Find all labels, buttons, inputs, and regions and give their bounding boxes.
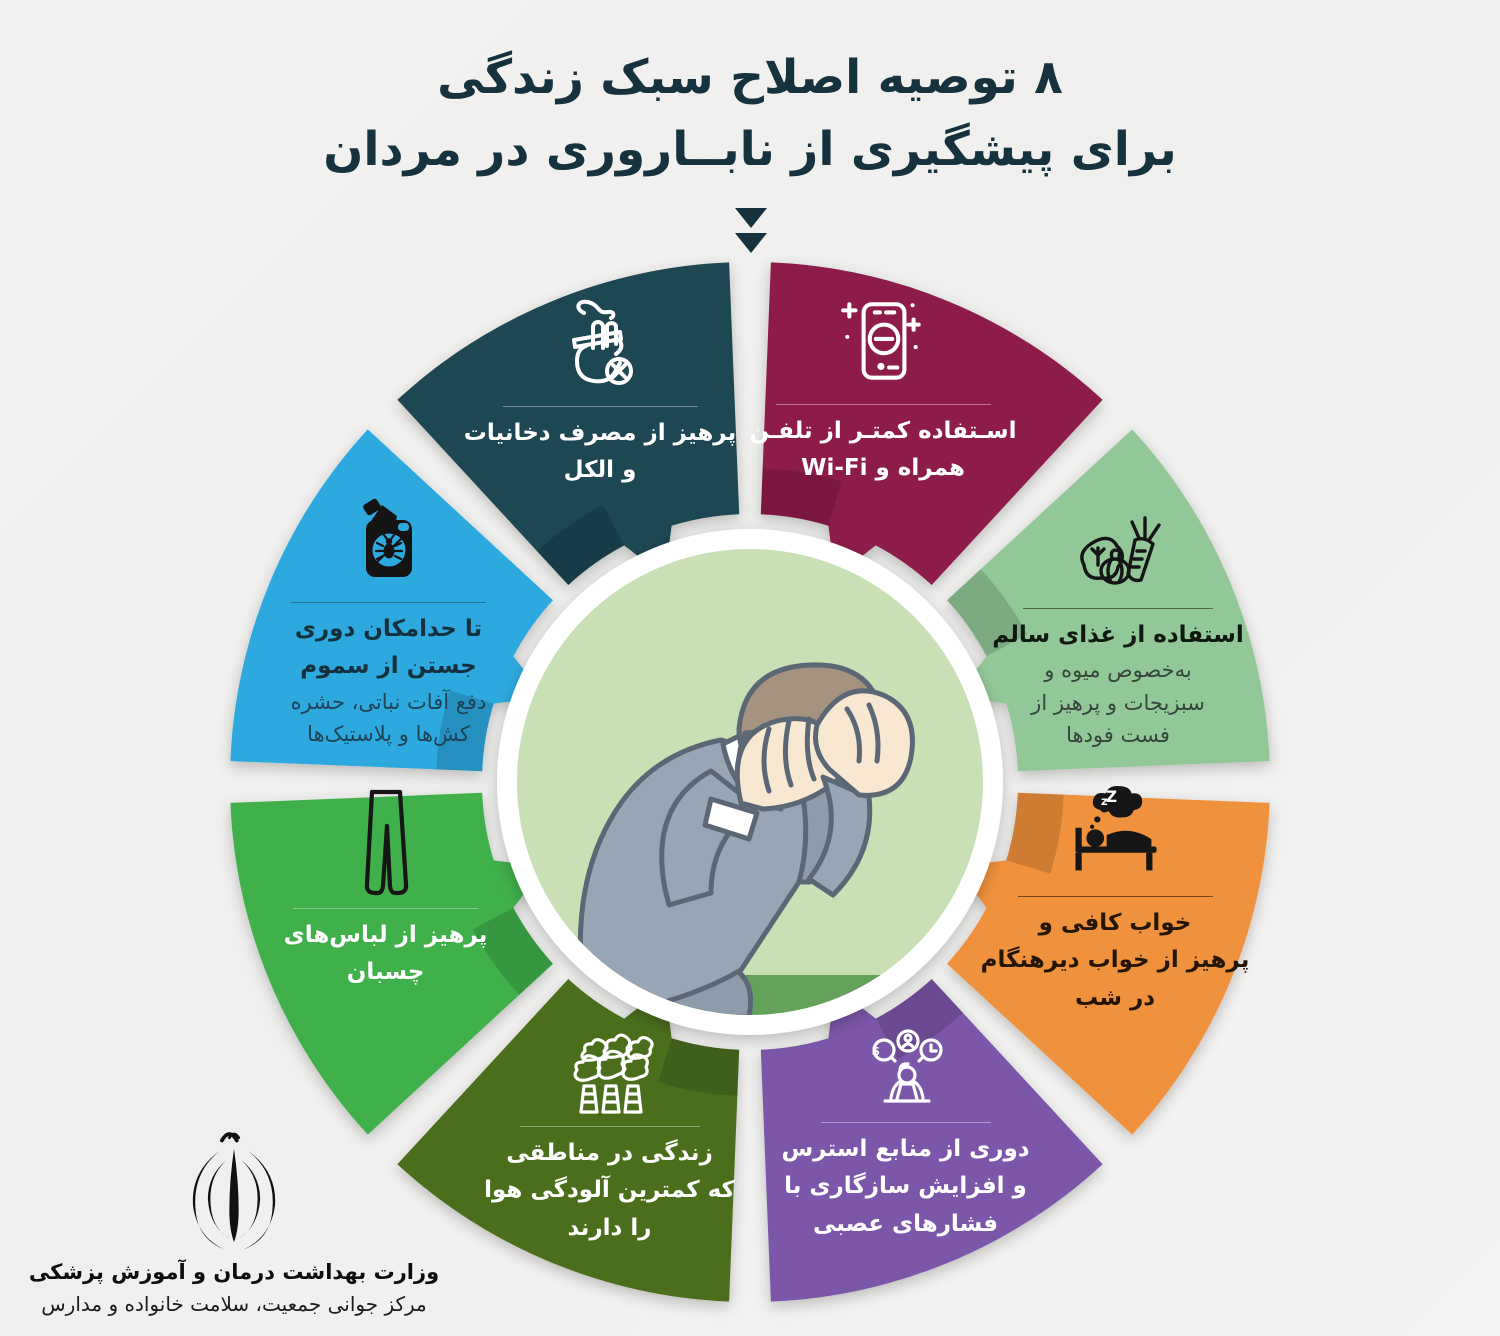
divider [291, 602, 486, 603]
footer-line-1: وزارت بهداشت درمان و آموزش پزشکی [28, 1260, 440, 1284]
divider [520, 1126, 700, 1127]
segment-label: جستن از سموم [300, 653, 477, 680]
segment-sublabel: کش‌ها و پلاستیک‌ها [307, 722, 470, 747]
divider [776, 404, 991, 405]
svg-text:Z: Z [1105, 787, 1118, 806]
segment-label: همراه و Wi-Fi [801, 455, 965, 482]
segment-clean-air [452, 1024, 767, 1247]
divider [1018, 896, 1213, 897]
segment-avoid-toxins [226, 492, 551, 751]
segment-avoid-stress [748, 1028, 1063, 1243]
svg-text:$: $ [871, 1044, 880, 1058]
segment-phone-wifi [718, 292, 1048, 488]
segment-label: و الکل [563, 457, 637, 484]
segment-label: که کمترین آلودگی هوا [484, 1177, 735, 1204]
segment-label: زندگی در مناطقی [506, 1140, 713, 1166]
sleeping-bed-icon [1061, 782, 1169, 886]
segment-label: پرهیز از خواب دیرهنگام [980, 947, 1250, 974]
iran-ministry-emblem-logo [178, 1124, 290, 1256]
segment-label: پرهیز از لباس‌های [283, 922, 488, 948]
segment-sublabel: دفع آفات نباتی، حشره [290, 689, 487, 714]
segment-sufficient-sleep [950, 782, 1280, 1017]
segment-label: پرهیز از مصرف دخانیات [463, 420, 737, 446]
svg-text:z: z [1101, 793, 1108, 808]
segment-label: را دارند [567, 1214, 652, 1241]
cigarette-hand-icon [550, 296, 650, 396]
segment-sublabel: فست فودها [1066, 723, 1170, 748]
segment-label: استفاده از غذای سالم [992, 622, 1244, 648]
title-line-2: برای پیشگیری از نابــاروری در مردان [323, 121, 1177, 177]
segment-healthy-food [958, 498, 1278, 752]
stress-sources-icon [856, 1028, 956, 1112]
segment-label: چسبان [346, 959, 425, 986]
segment-label: در شب [1074, 984, 1156, 1011]
poison-can-icon [337, 492, 441, 592]
segment-label: تا حدامکان دوری [294, 616, 483, 642]
segment-sublabel: سبزیجات و پرهیز از [1031, 690, 1205, 715]
title-line-1: ۸ توصیه اصلاح سبک زندگی [437, 50, 1063, 105]
segment-tobacco-alcohol [440, 296, 760, 490]
segment-sublabel: به‌خصوص میوه و [1044, 658, 1192, 683]
vegetables-icon [1066, 498, 1170, 598]
segment-loose-clothes [228, 780, 543, 992]
phone-minus-icon [832, 292, 934, 394]
segment-label: و افزایش سازگاری با [784, 1173, 1027, 1200]
footer-line-2: مرکز جوانی جمعیت، سلامت خانواده و مدارس [41, 1291, 427, 1316]
divider [293, 908, 478, 909]
divider [821, 1122, 991, 1123]
segment-label: اسـتفاده کمتـر از تلفـن [749, 418, 1017, 444]
segment-label: دوری از منابع استرس [781, 1136, 1030, 1162]
footer [22, 1124, 446, 1319]
factory-smoke-icon [560, 1024, 660, 1116]
trousers-icon [336, 780, 436, 898]
divider [503, 406, 698, 407]
divider [1023, 608, 1213, 609]
segment-label: فشارهای عصبی [812, 1210, 999, 1237]
segment-label: خواب کافی و [1038, 910, 1192, 936]
